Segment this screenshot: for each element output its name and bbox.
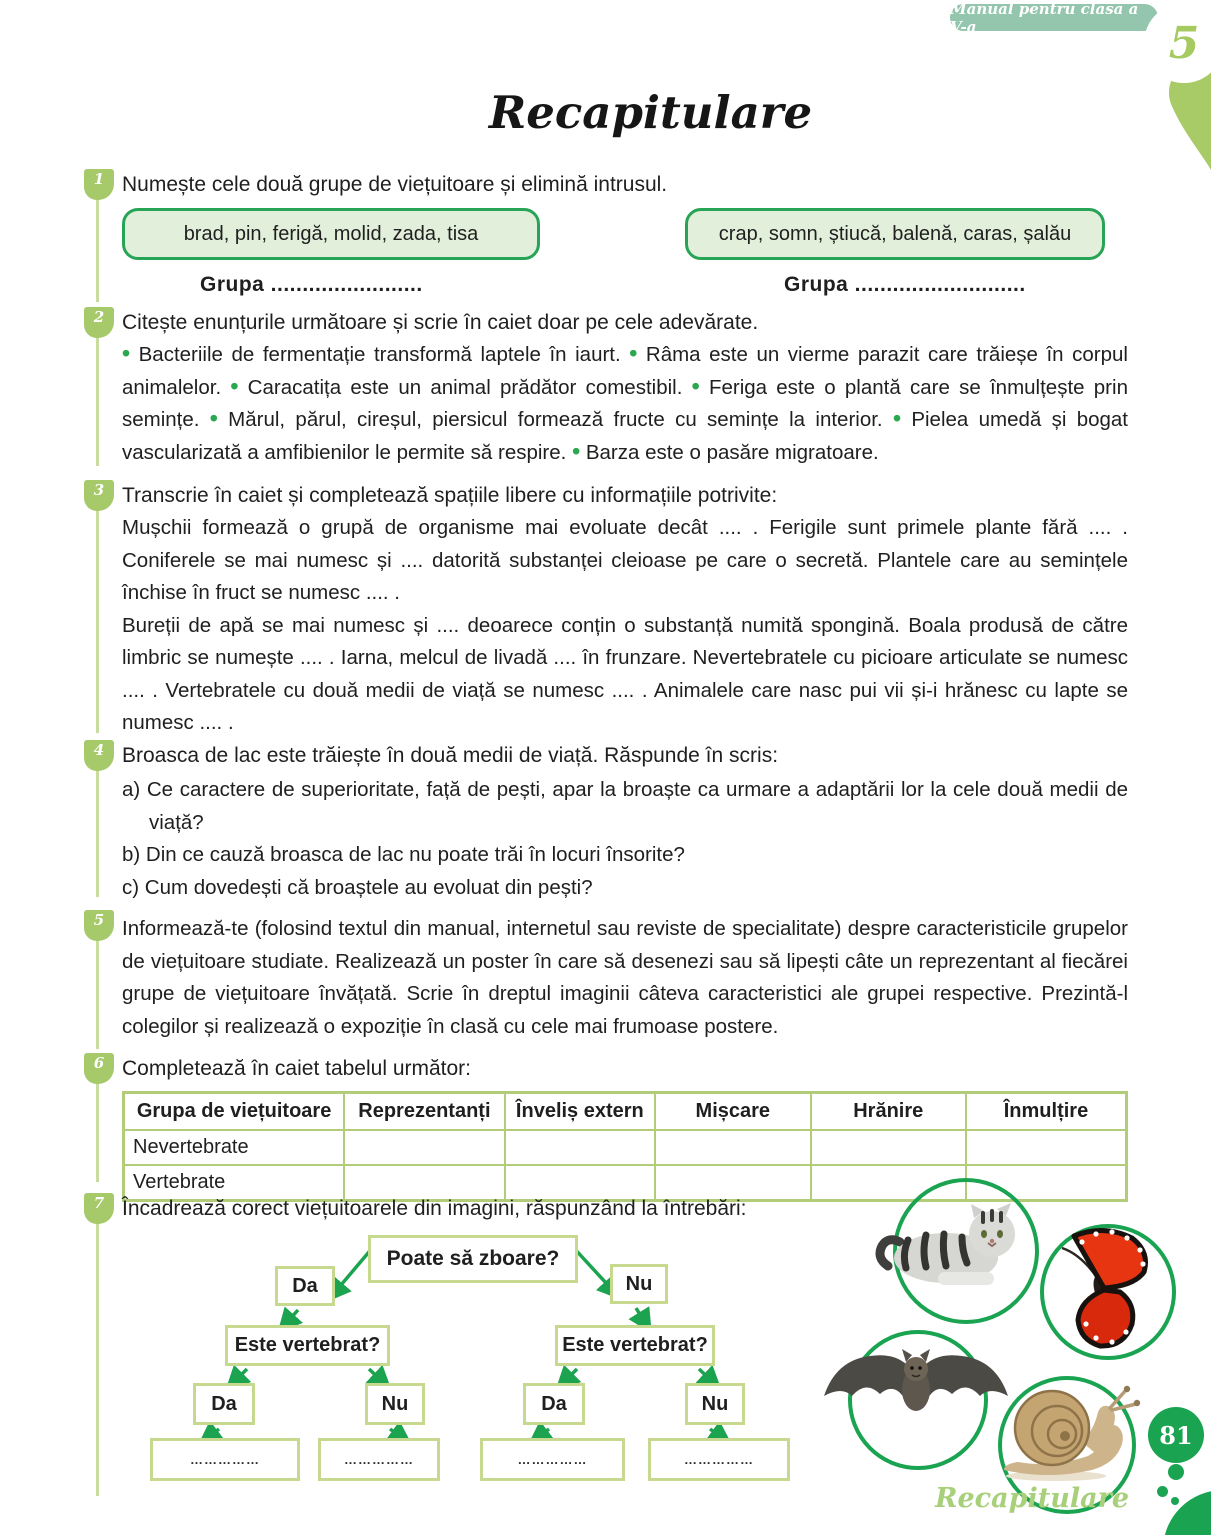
bullet-icon: • — [209, 405, 218, 431]
decision-flowchart — [122, 1230, 822, 1495]
statement: Pielea umedă și bogat vascularizată a amfibienilor le permite să respire. — [122, 408, 1128, 464]
col-header: Înveliș extern — [505, 1093, 655, 1131]
word-box-plants-text: brad, pin, ferigă, molid, zada, tisa — [183, 222, 479, 245]
exercise-2 — [93, 308, 1128, 469]
col-header: Mișcare — [655, 1093, 810, 1131]
empty-cell — [505, 1130, 655, 1165]
flow-yes-1: Da — [275, 1266, 335, 1306]
col-header: Grupa de viețuitoare — [124, 1093, 345, 1131]
flow-root-question: Poate să zboare? — [368, 1235, 578, 1283]
exercise-6-heading: Completează în caiet tabelul următor: — [122, 1057, 472, 1080]
col-header: Înmulțire — [966, 1093, 1127, 1131]
question-b: b) Din ce cauză broasca de lac nu poate trăi în locuri însorite? — [122, 843, 685, 866]
flow-answer-blank-3: …………… — [480, 1438, 625, 1481]
flow-answer-blank-1: …………… — [150, 1438, 300, 1481]
empty-cell — [966, 1130, 1127, 1165]
col-header: Hrănire — [811, 1093, 966, 1131]
exercise-1-heading: Numește cele două grupe de viețuitoare și elimină intrusul. — [122, 173, 668, 196]
group-label-row — [122, 273, 1128, 303]
empty-cell — [344, 1130, 504, 1165]
statement: Feriga este o plantă care se înmulțește prin semințe. — [122, 375, 1128, 431]
decorative-dot — [1168, 1464, 1184, 1480]
exercise-6-badge: 6 — [84, 1053, 114, 1084]
cat-image — [874, 1200, 1024, 1292]
page-title: Recapitulare — [488, 86, 813, 139]
exercise-5-badge: 5 — [84, 910, 114, 941]
exercise-7-badge: 7 — [84, 1193, 114, 1224]
bullet-icon: • — [892, 405, 901, 431]
statement: Barza este o pasăre migratoare. — [585, 440, 879, 464]
exercise-5-text: Informează-te (folosind textul din manual, internetul sau reviste de specialitate) despre caracteristicile grupelor de viețuitoare studiate. Realizează un poster în care să desenezi sau să lipești câte un reprezentant al fiecărei grupe de viețuitoare învățată. Scrie în dreptul imaginii câteva caracteristici ale grupei respective. Prezintă-l colegilor și realizează o expoziție în clasă cu cele mai frumoase postere. — [122, 917, 1128, 1038]
word-box-fish-text: crap, somn, știucă, balenă, caras, șalău — [718, 222, 1072, 245]
group-label-2: Grupa ........................... — [784, 273, 1026, 296]
bullet-icon: • — [230, 372, 239, 399]
question-c: c) Cum dovedești că broaștele au evoluat din pești? — [122, 875, 593, 899]
exercise-guide-line — [96, 318, 99, 466]
flow-vertebrate-question-right: Este vertebrat? — [555, 1325, 715, 1366]
word-box-plants — [122, 208, 540, 260]
exercise-3-badge: 3 — [84, 480, 114, 511]
page-number-badge — [1148, 1407, 1204, 1463]
flow-no-2: Nu — [365, 1383, 425, 1425]
flow-answer-blank-4: …………… — [648, 1438, 790, 1481]
decorative-dot — [1157, 1486, 1168, 1497]
table-row — [124, 1130, 1127, 1165]
group-label-1: Grupa ........................ — [200, 273, 423, 296]
unit-number: 5 — [1168, 17, 1200, 69]
exercise-5 — [93, 911, 1128, 1043]
page-number: 81 — [1159, 1420, 1193, 1450]
exercise-1-badge: 1 — [84, 169, 114, 200]
flow-answer-blank-2: …………… — [318, 1438, 440, 1481]
exercise-1 — [93, 170, 1128, 303]
decorative-dot — [1171, 1497, 1179, 1505]
snail-image — [996, 1380, 1142, 1484]
exercise-guide-line — [96, 1204, 99, 1496]
word-box-row — [122, 208, 1128, 260]
exercise-4-badge: 4 — [84, 740, 114, 771]
exercise-7-heading: Încadrează corect viețuitoarele din imagini, răspunzând la întrebări: — [122, 1197, 747, 1220]
statement: Râma este un vierme parazit care trăieșe în corpul animalelor. — [122, 343, 1128, 399]
flow-no-1: Nu — [610, 1264, 668, 1304]
row-label: Nevertebrate — [124, 1130, 345, 1165]
exercise-3-heading: Transcrie în caiet și completează spațiile libere cu informațiile potrivite: — [122, 484, 778, 507]
footer-section-label: Recapitulare — [935, 1483, 1129, 1514]
word-box-fish — [685, 208, 1105, 260]
bullet-icon: • — [691, 372, 700, 399]
bullet-icon: • — [122, 340, 131, 366]
statement: Mărul, părul, cireșul, piersicul formează fructe cu semințe la interior. — [228, 408, 883, 431]
exercise-guide-line — [96, 751, 99, 897]
exercise-3-paragraph-1: Mușchii formează o grupă de organisme mai evoluate decât .... . Ferigile sunt primele plante fără .... . Coniferele se mai numesc și .... datorită substanței cleioase pe care o secretă. Plantele care au semințele închise în fruct se numesc .... . — [122, 516, 1128, 604]
exercise-4-heading: Broasca de lac este trăiește în două medii de viață. Răspunde în scris: — [122, 744, 779, 767]
col-header: Reprezentanți — [344, 1093, 504, 1131]
flow-no-3: Nu — [685, 1383, 745, 1425]
bullet-icon: • — [572, 437, 581, 464]
butterfly-image — [1052, 1226, 1164, 1352]
flow-yes-3: Da — [523, 1383, 585, 1425]
question-a: a) Ce caractere de superioritate, față de pești, apar la broaște ca urmare a adaptării lor la cele două medii de viață? — [122, 778, 1128, 834]
flow-yes-2: Da — [193, 1383, 255, 1425]
header-banner — [950, 0, 1158, 36]
exercise-3 — [93, 481, 1128, 740]
exercise-2-statements — [122, 339, 1128, 469]
exercise-guide-line — [96, 491, 99, 733]
exercise-2-badge: 2 — [84, 307, 114, 338]
bullet-icon: • — [629, 340, 638, 366]
statement: Caracatița este un animal prădător comestibil. — [247, 375, 683, 399]
exercise-2-heading: Citește enunțurile următoare și scrie în caiet doar pe cele adevărate. — [122, 311, 759, 334]
corner-blob — [1163, 1490, 1211, 1535]
empty-cell — [811, 1130, 966, 1165]
exercise-4 — [93, 741, 1128, 904]
header-label: Manual pentru clasa a V-a — [950, 0, 1139, 36]
empty-cell — [655, 1130, 810, 1165]
row-label: Vertebrate — [124, 1165, 345, 1201]
exercise-3-paragraph-2: Bureții de apă se mai numesc și .... deoarece conțin o substanță numită spongină. Boala produsă de către limbric se numește .... . Iarna, melcul de livadă .... în frunzare. Nevertebratele cu picioare articulate se numesc .... . Vertebratele cu două medii de viață se numesc .... . Animalele care nasc pui vii și-i hrănesc cu lapte se numesc .... . — [122, 613, 1128, 734]
statement: Bacteriile de fermentație transformă laptele în iaurt. — [138, 343, 621, 366]
bat-image — [820, 1336, 1012, 1442]
flow-vertebrate-question-left: Este vertebrat? — [225, 1325, 390, 1366]
table-header-row — [124, 1093, 1127, 1131]
